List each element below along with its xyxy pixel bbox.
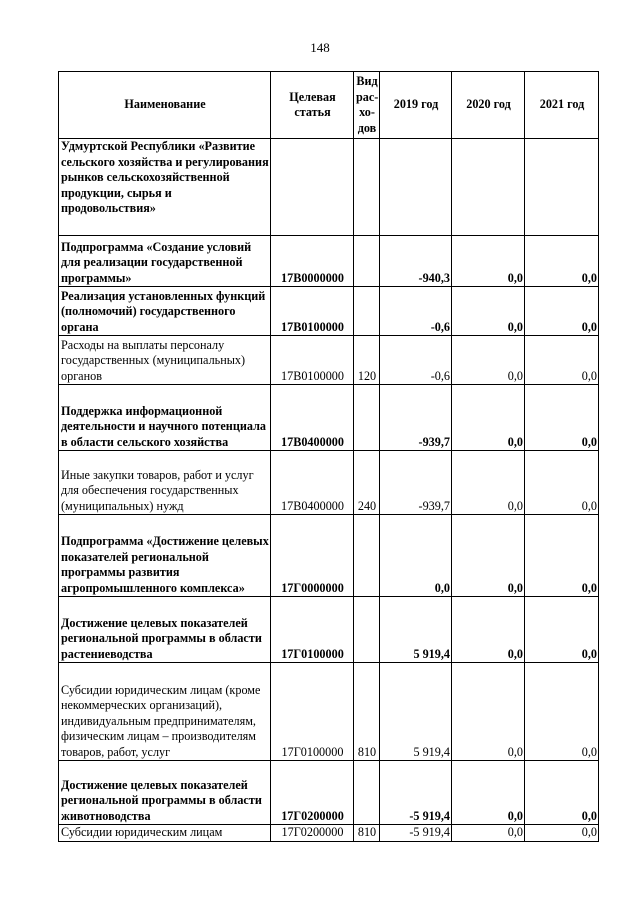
row-2020: 0,0	[452, 663, 525, 761]
header-2021: 2021 год	[525, 72, 599, 139]
header-2020: 2020 год	[452, 72, 525, 139]
row-2019: -5 919,4	[380, 761, 452, 825]
row-2019: 5 919,4	[380, 663, 452, 761]
table-row	[59, 385, 599, 451]
row-2021: 0,0	[525, 287, 599, 336]
row-name: Субсидии юридическим лицам (кроме некоммерческих организаций), индивидуальным предпринимателям, физическим лицам – производителям товаров, работ, услуг	[59, 663, 271, 761]
row-2020: 0,0	[452, 385, 525, 451]
table-row	[59, 139, 599, 236]
row-kind	[354, 139, 380, 236]
row-2020: 0,0	[452, 236, 525, 287]
row-2020: 0,0	[452, 761, 525, 825]
table-row	[59, 825, 599, 842]
row-name: Субсидии юридическим лицам	[59, 825, 271, 842]
row-kind: 240	[354, 451, 380, 515]
table-header-row	[59, 72, 599, 139]
header-name: Наименование	[59, 72, 271, 139]
row-kind	[354, 385, 380, 451]
row-2021: 0,0	[525, 597, 599, 663]
table-row	[59, 287, 599, 336]
row-name: Иные закупки товаров, работ и услуг для обеспечения государственных (муниципальных) нужд	[59, 451, 271, 515]
header-2019: 2019 год	[380, 72, 452, 139]
row-2021: 0,0	[525, 825, 599, 842]
table-row	[59, 597, 599, 663]
row-2020: 0,0	[452, 336, 525, 385]
row-kind: 810	[354, 825, 380, 842]
row-kind	[354, 761, 380, 825]
row-target: 17Г0200000	[271, 761, 354, 825]
row-target: 17В0100000	[271, 336, 354, 385]
row-kind	[354, 597, 380, 663]
row-2021: 0,0	[525, 385, 599, 451]
row-target: 17Г0100000	[271, 663, 354, 761]
budget-table	[58, 71, 599, 842]
row-2021: 0,0	[525, 236, 599, 287]
row-2019: -939,7	[380, 385, 452, 451]
table-row	[59, 515, 599, 597]
row-2021: 0,0	[525, 515, 599, 597]
row-2020: 0,0	[452, 287, 525, 336]
row-target: 17Г0200000	[271, 825, 354, 842]
row-2021: 0,0	[525, 336, 599, 385]
table-row	[59, 451, 599, 515]
page-number: 148	[310, 40, 330, 55]
row-2021: 0,0	[525, 663, 599, 761]
row-2019: 5 919,4	[380, 597, 452, 663]
row-2020: 0,0	[452, 597, 525, 663]
row-name: Подпрограмма «Создание условий для реализации государственной программы»	[59, 236, 271, 287]
row-name: Поддержка информационной деятельности и научного потенциала в области сельского хозяйства	[59, 385, 271, 451]
row-target: 17В0400000	[271, 451, 354, 515]
row-2019: -0,6	[380, 287, 452, 336]
row-name: Достижение целевых показателей региональной программы в области растениеводства	[59, 597, 271, 663]
row-kind: 120	[354, 336, 380, 385]
row-kind: 810	[354, 663, 380, 761]
row-2020: 0,0	[452, 825, 525, 842]
row-target: 17Г0000000	[271, 515, 354, 597]
table-row	[59, 236, 599, 287]
row-name: Удмуртской Республики «Развитие сельского хозяйства и регулирования рынков сельскохозяйственной продукции, сырья и продовольствия»	[59, 139, 271, 236]
table-row	[59, 761, 599, 825]
row-name: Реализация установленных функций (полномочий) государственного органа	[59, 287, 271, 336]
row-name: Достижение целевых показателей региональной программы в области животноводства	[59, 761, 271, 825]
row-kind	[354, 515, 380, 597]
table-row	[59, 336, 599, 385]
row-target: 17В0100000	[271, 287, 354, 336]
row-2021: 0,0	[525, 451, 599, 515]
row-name: Расходы на выплаты персоналу государственных (муниципальных) органов	[59, 336, 271, 385]
row-2019: -940,3	[380, 236, 452, 287]
row-2020: 0,0	[452, 515, 525, 597]
row-2019: 0,0	[380, 515, 452, 597]
row-2020: 0,0	[452, 451, 525, 515]
row-2019: -939,7	[380, 451, 452, 515]
row-2021: 0,0	[525, 761, 599, 825]
row-name: Подпрограмма «Достижение целевых показателей региональной программы развития агропромышленного комплекса»	[59, 515, 271, 597]
row-2020	[452, 139, 525, 236]
table-row	[59, 663, 599, 761]
row-target: 17В0400000	[271, 385, 354, 451]
row-2021	[525, 139, 599, 236]
header-target: Целевая статья	[271, 72, 354, 139]
row-2019	[380, 139, 452, 236]
row-2019: -5 919,4	[380, 825, 452, 842]
row-target	[271, 139, 354, 236]
row-kind	[354, 287, 380, 336]
row-target: 17В0000000	[271, 236, 354, 287]
row-2019: -0,6	[380, 336, 452, 385]
row-target: 17Г0100000	[271, 597, 354, 663]
row-kind	[354, 236, 380, 287]
header-kind: Вид рас-хо-дов	[354, 72, 380, 139]
